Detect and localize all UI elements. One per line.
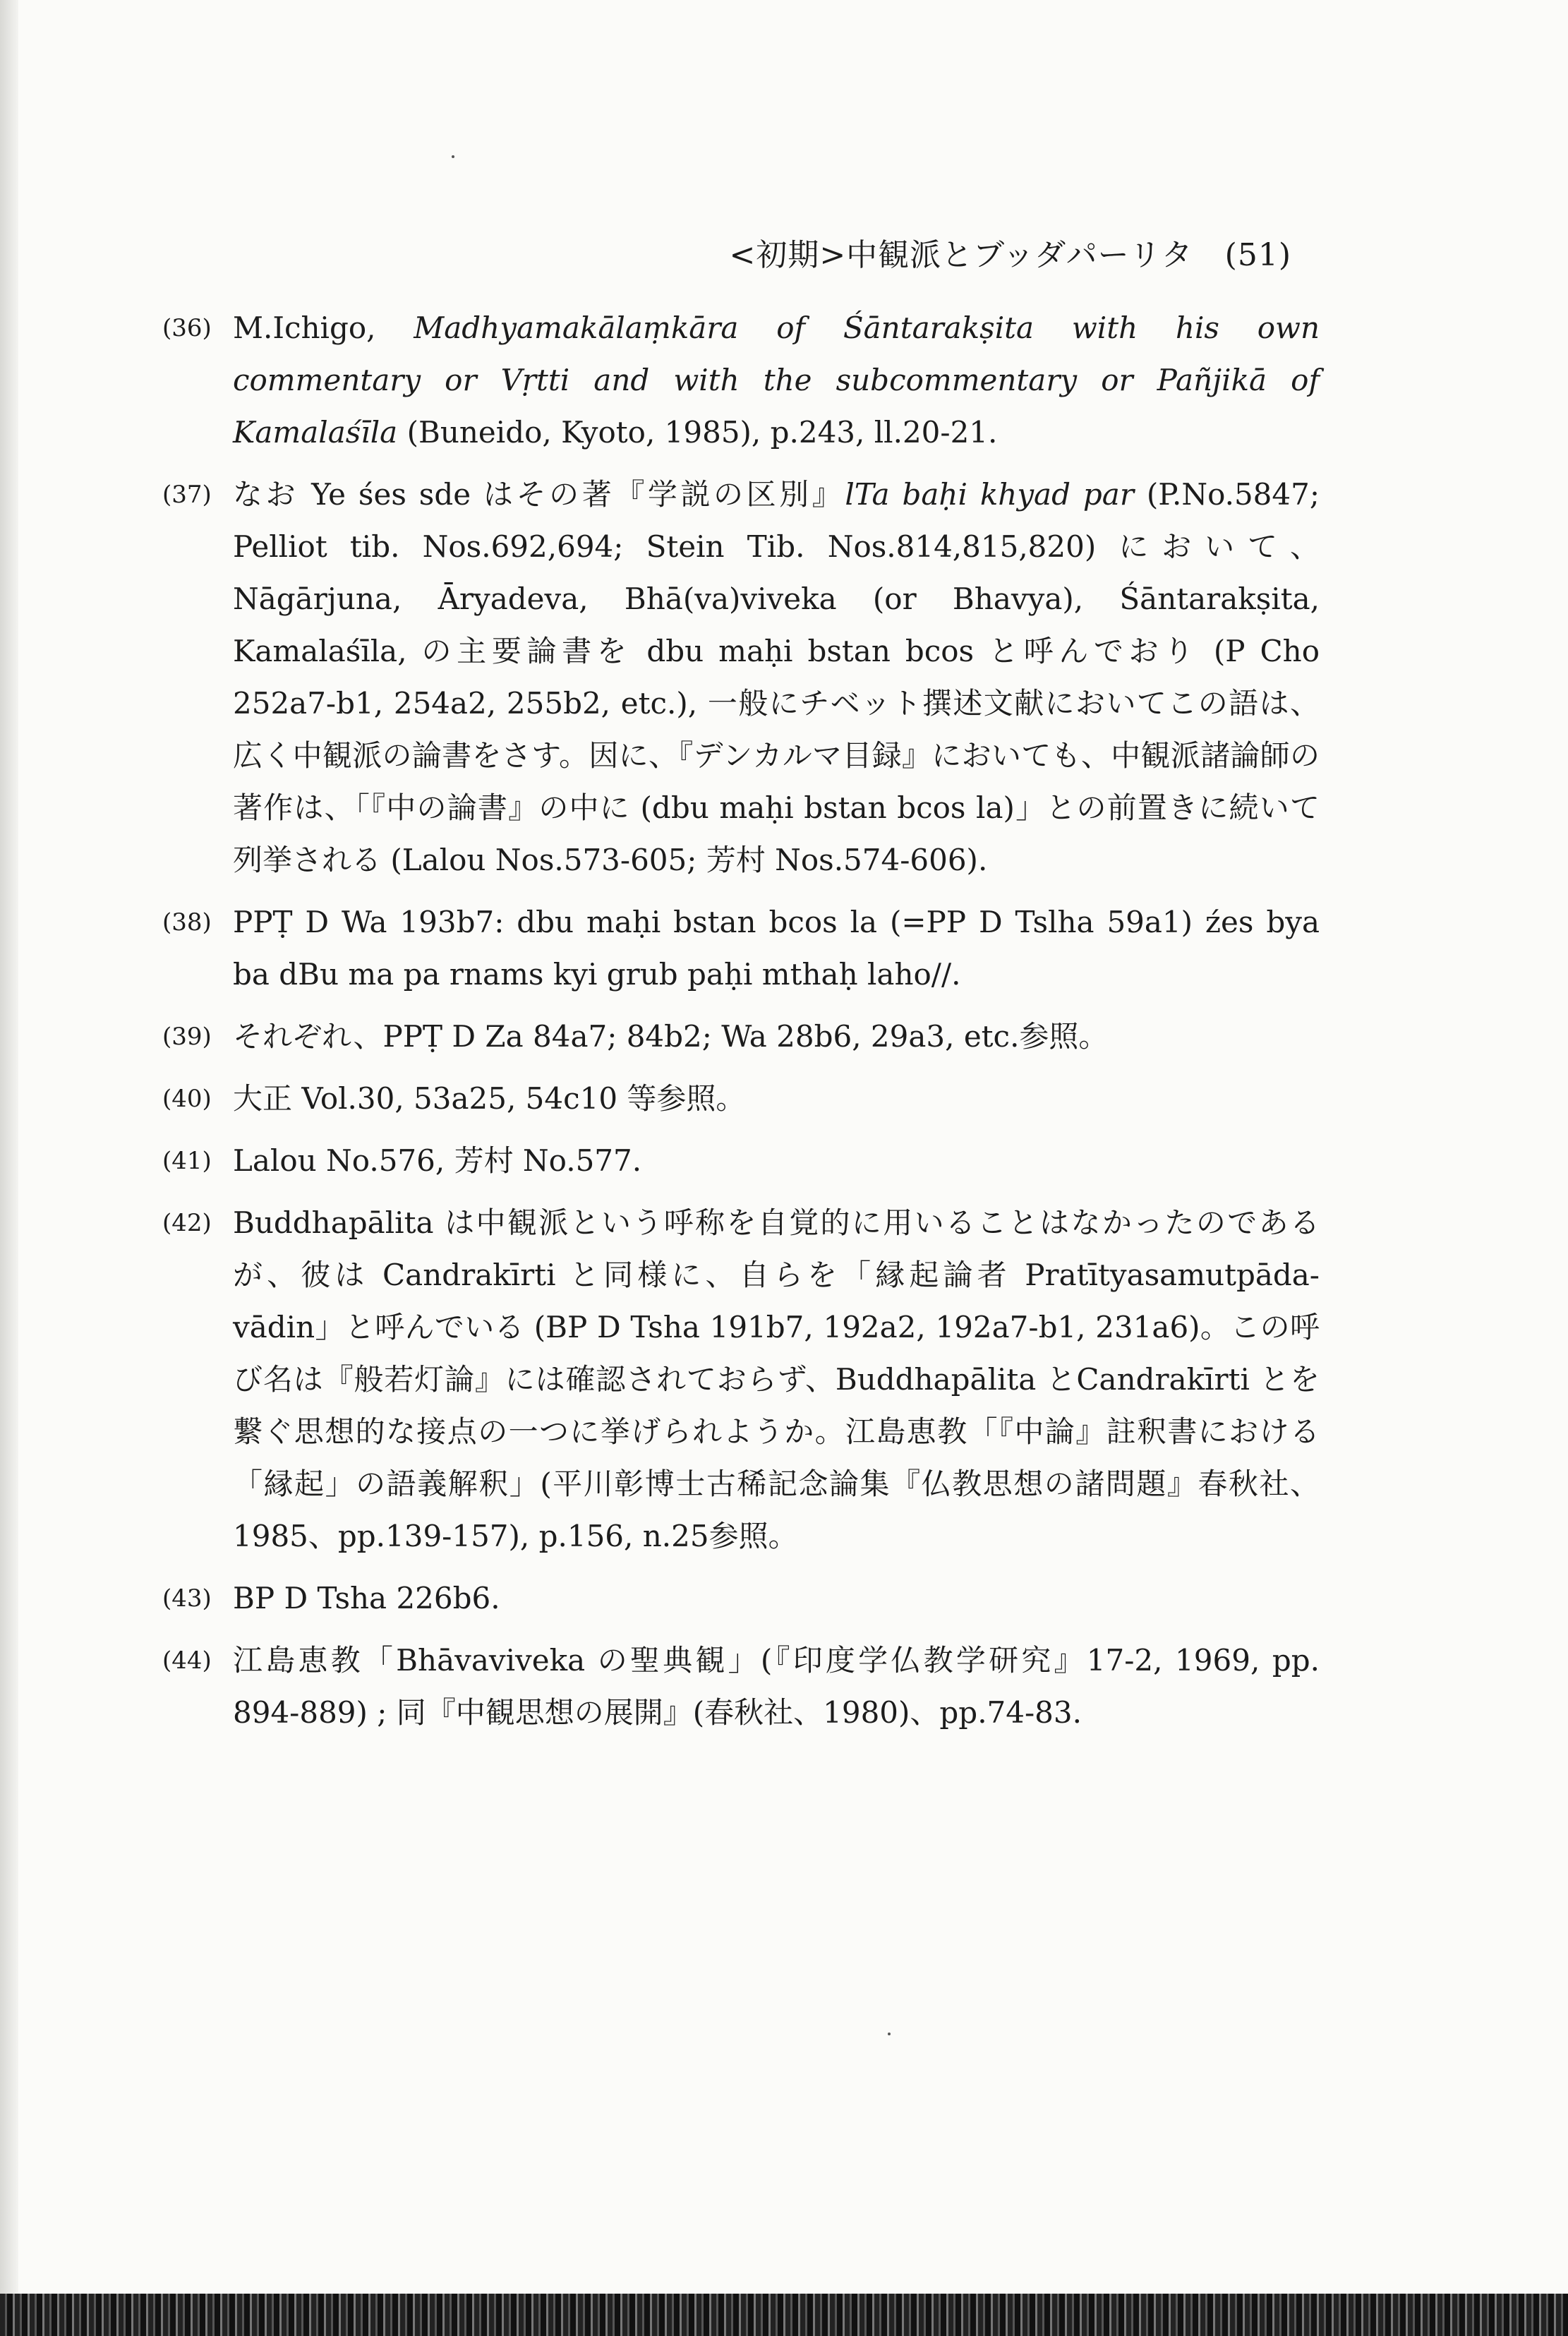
text-run: それぞれ、PPṬ D Za 84a7; 84b2; Wa 28b6, 29a3, etc.参照。 bbox=[233, 1019, 1109, 1054]
endnote bbox=[162, 896, 1320, 1001]
endnote bbox=[162, 1073, 1320, 1125]
endnote-number: (37) bbox=[162, 481, 212, 509]
text-run: Lalou No.576, 芳村 No.577. bbox=[233, 1143, 642, 1178]
scan-bottom-edge bbox=[0, 2294, 1568, 2336]
endnote-number: (40) bbox=[162, 1085, 212, 1113]
endnote-number: (44) bbox=[162, 1646, 212, 1675]
endnote-number: (39) bbox=[162, 1023, 212, 1051]
endnote-text bbox=[233, 1572, 1320, 1625]
endnote-text bbox=[233, 302, 1320, 459]
endnote-number: (42) bbox=[162, 1209, 212, 1237]
text-run: BP D Tsha 226b6. bbox=[233, 1581, 500, 1615]
running-header: <初期>中観派とブッダパーリタ (51) bbox=[729, 237, 1291, 273]
endnote bbox=[162, 302, 1320, 459]
endnote-text bbox=[233, 1135, 1320, 1187]
text-run: 江島恵教「Bhāvaviveka の聖典観」(『印度学仏教学研究』17-2, 1969, pp. 894-889) ; 同『中観思想の展開』(春秋社、1980)、pp.74-83. bbox=[233, 1643, 1320, 1730]
italic-title: lTa baḥi khyad par bbox=[845, 477, 1134, 512]
endnote bbox=[162, 1634, 1320, 1739]
endnote-text bbox=[233, 896, 1320, 1001]
endnote bbox=[162, 1011, 1320, 1063]
endnote bbox=[162, 469, 1320, 886]
endnote-text bbox=[233, 469, 1320, 886]
text-run: (Buneido, Kyoto, 1985), p.243, ll.20-21. bbox=[397, 415, 998, 450]
text-run: M.Ichigo, bbox=[233, 311, 414, 345]
endnote bbox=[162, 1197, 1320, 1563]
text-run: 大正 Vol.30, 53a25, 54c10 等参照。 bbox=[233, 1081, 746, 1116]
scan-speck bbox=[888, 2033, 891, 2035]
endnote-text bbox=[233, 1073, 1320, 1125]
text-run: なお Ye śes sde はその著『学説の区別』 bbox=[233, 477, 845, 512]
endnote-number: (38) bbox=[162, 908, 212, 937]
italic-title: Madhyamakālaṃkāra of Śāntarakṣita with his own commentary or Vṛtti and with the subcommentary or Pañjikā of Kamalaśīla bbox=[233, 311, 1320, 450]
endnote-text bbox=[233, 1197, 1320, 1563]
text-run: (P.No.5847; Pelliot tib. Nos.692,694; Stein Tib. Nos.814,815,820) において、Nāgārjuna, Āryadeva, Bhā(va)viveka (or Bhavya), Śāntarakṣita, Kamalaśīla, の主要論書を dbu maḥi bstan bcos と呼んでおり (P Cho 252a7-b1, 254a2, 255b2, etc.), 一般にチベット撰述文献においてこの語は、広く中観派の論書をさす。因に、『デンカルマ目録』においても、中観派諸論師の著作は、「『中の論書』の中に (dbu maḥi bstan bcos la)」との前置きに続いて列挙される (Lalou Nos.573-605; 芳村 Nos.574-606). bbox=[233, 477, 1320, 877]
endnote-number: (36) bbox=[162, 314, 212, 342]
endnote-number: (41) bbox=[162, 1147, 212, 1175]
text-run: PPṬ D Wa 193b7: dbu maḥi bstan bcos la (=PP D Tslha 59a1) źes bya ba dBu ma pa rnams kyi grub paḥi mthaḥ laho//. bbox=[233, 905, 1320, 992]
text-run: Buddhapālita は中観派という呼称を自覚的に用いることはなかったのであるが、彼は Candrakīrti と同様に、自らを「縁起論者 Pratītyasamutpāda-vādin」と呼んでいる (BP D Tsha 191b7, 192a2, 192a7-b1, 231a6)。この呼び名は『般若灯論』には確認されておらず、Buddhapālita とCandrakīrti とを繋ぐ思想的な接点の一つに挙げられようか。江島恵教「『中論』註釈書における「縁起」の語義解釈」(平川彰博士古稀記念論集『仏教思想の諸問題』春秋社、1985、pp.139-157), p.156, n.25参照。 bbox=[233, 1205, 1320, 1553]
endnote-number: (43) bbox=[162, 1584, 212, 1613]
endnote bbox=[162, 1135, 1320, 1187]
endnote-text bbox=[233, 1011, 1320, 1063]
endnotes-list bbox=[162, 302, 1320, 1749]
endnote-text bbox=[233, 1634, 1320, 1739]
endnote bbox=[162, 1572, 1320, 1625]
scan-left-edge bbox=[0, 0, 18, 2336]
scan-speck bbox=[452, 155, 454, 158]
